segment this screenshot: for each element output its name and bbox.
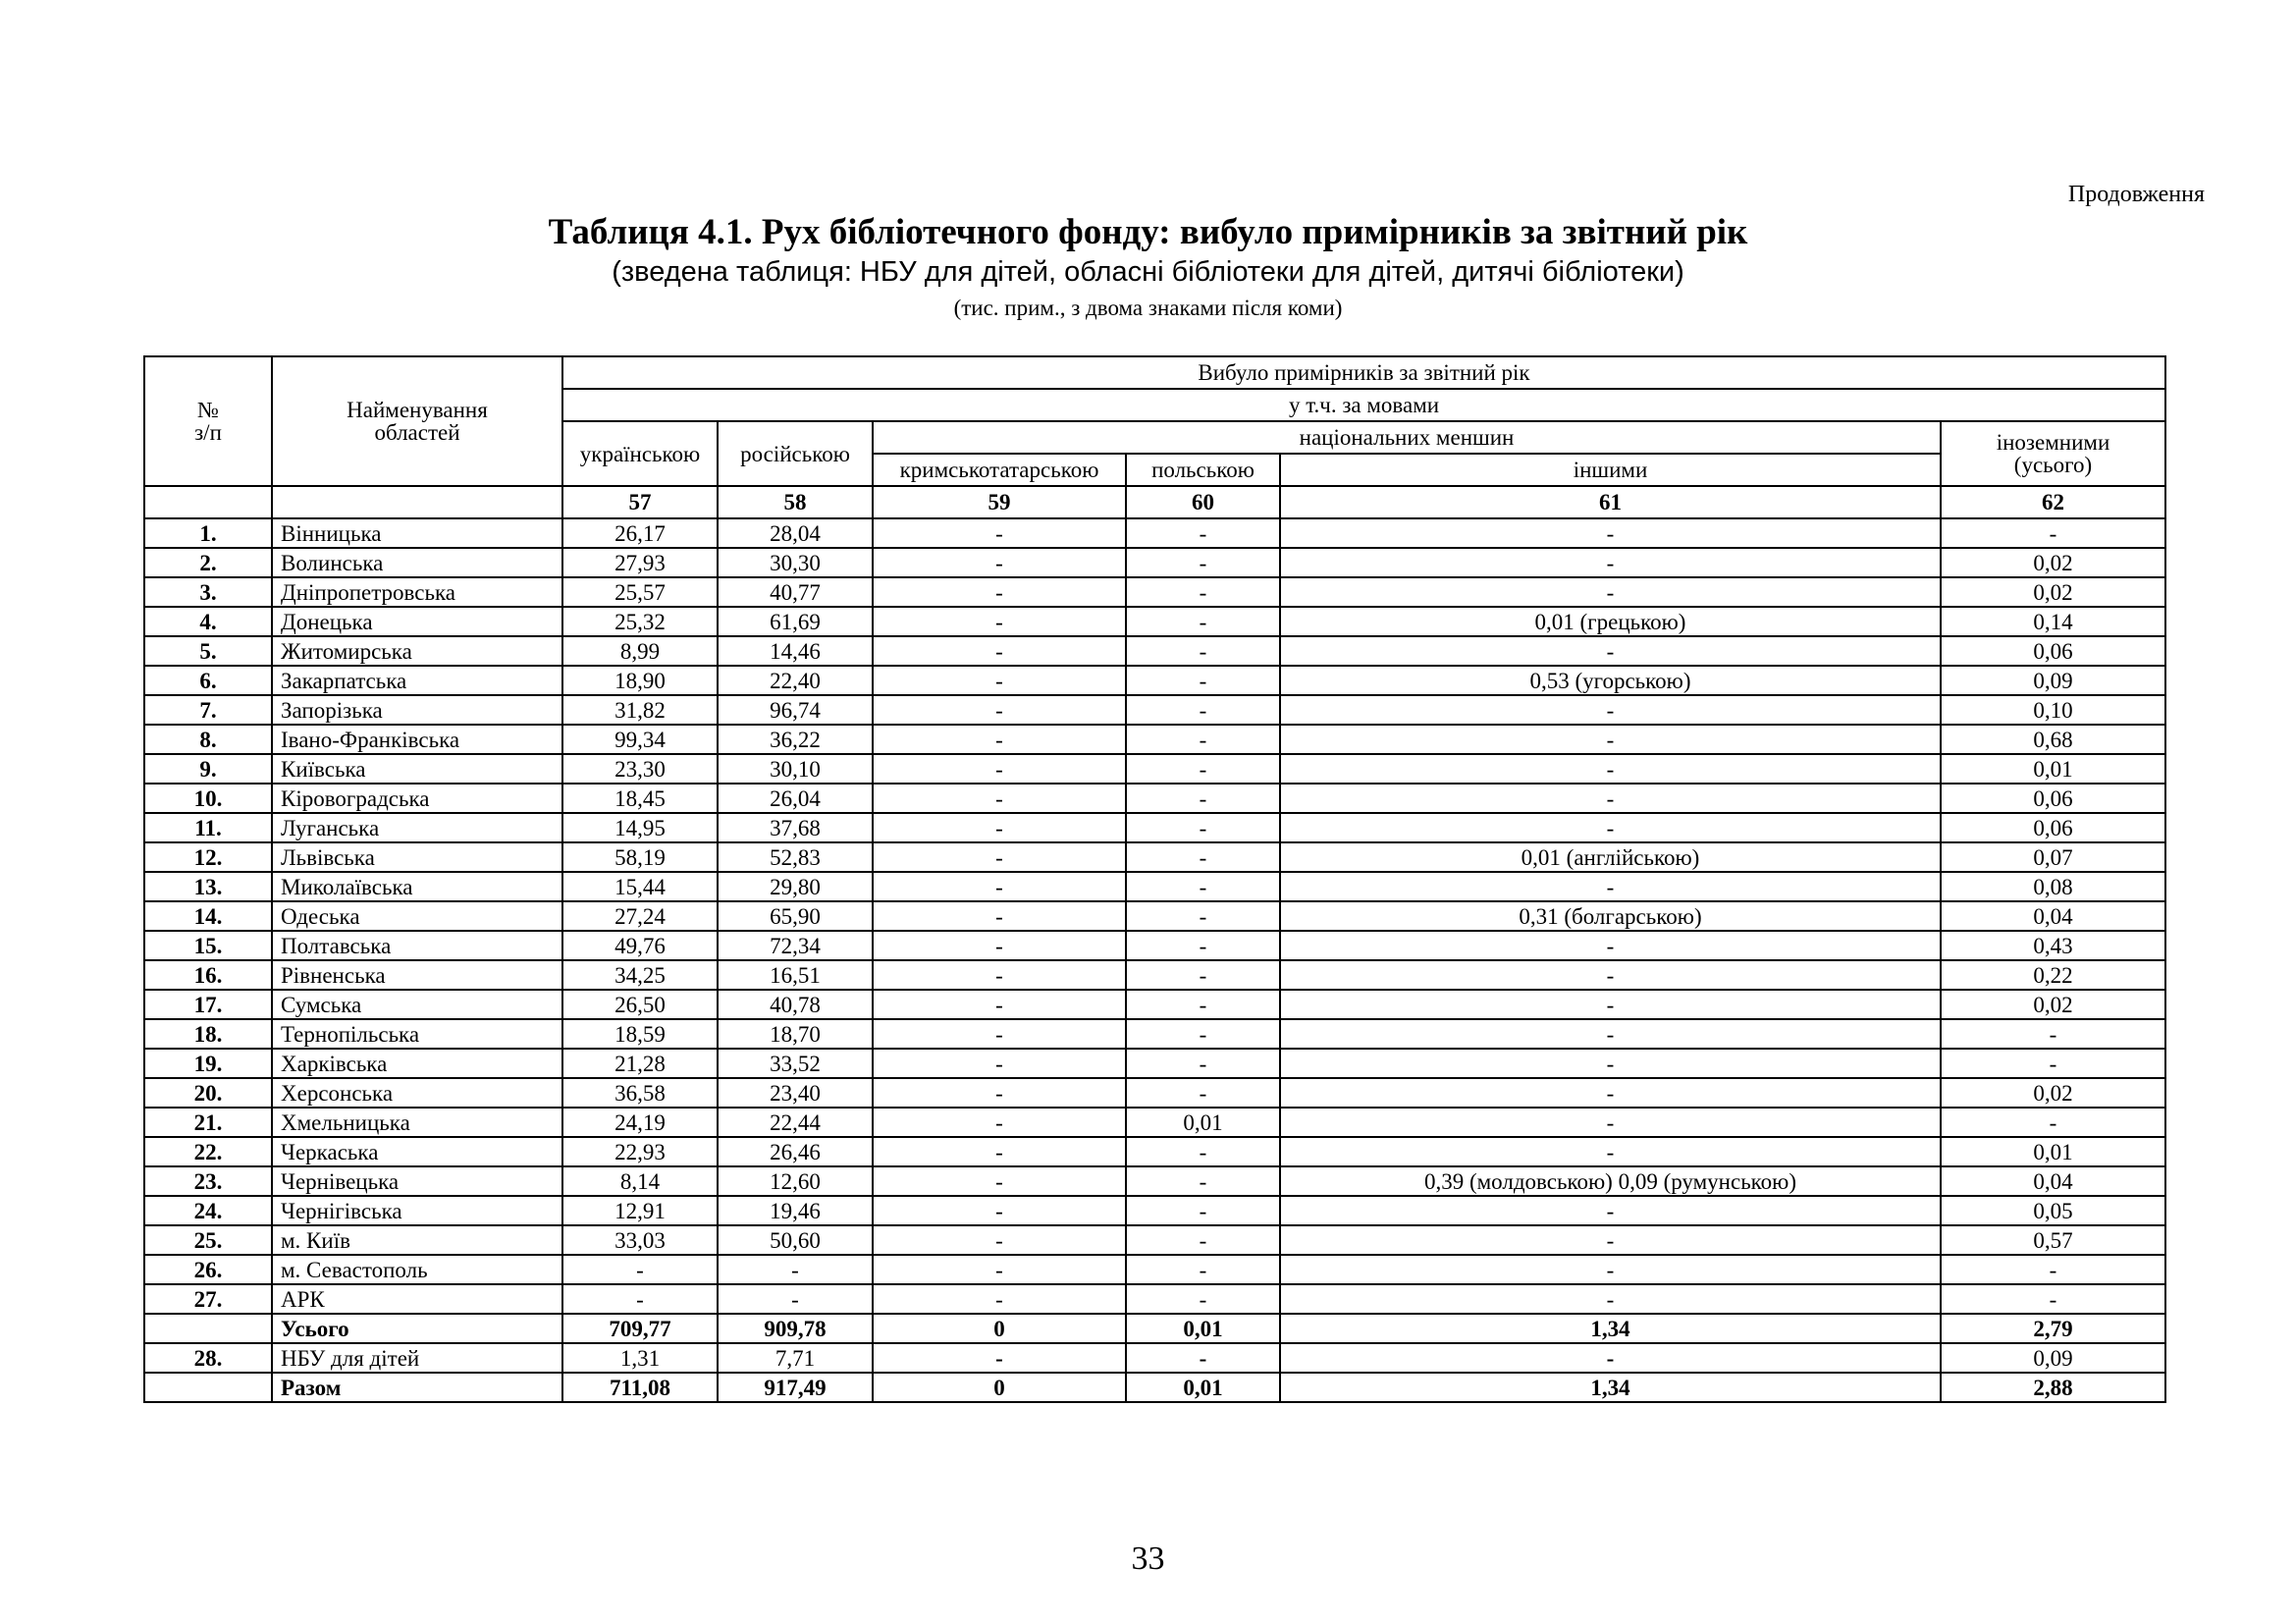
cell-region: Сумська [272, 990, 562, 1019]
header-russian: російською [718, 421, 873, 486]
cell-russian: 23,40 [718, 1078, 873, 1108]
cell-other: 0,01 (англійською) [1280, 842, 1941, 872]
cell-polish: - [1126, 548, 1280, 577]
cell-polish: - [1126, 1019, 1280, 1049]
cell-region: АРК [272, 1284, 562, 1314]
cell-crimean-tatar: - [873, 813, 1126, 842]
cell-ukrainian: 27,24 [562, 901, 718, 931]
cell-num: 1. [144, 518, 272, 548]
cell-ukrainian: 14,95 [562, 813, 718, 842]
cell-crimean-tatar: - [873, 695, 1126, 725]
cell-num: 2. [144, 548, 272, 577]
table-row [144, 1196, 2165, 1225]
cell-region: м. Севастополь [272, 1255, 562, 1284]
cell-ukrainian: 21,28 [562, 1049, 718, 1078]
cell-ukrainian: 36,58 [562, 1078, 718, 1108]
cell-num: 23. [144, 1166, 272, 1196]
cell-other: - [1280, 1343, 1941, 1373]
cell-russian: 30,30 [718, 548, 873, 577]
cell-foreign: 0,09 [1941, 666, 2165, 695]
cell-other: 0,01 (грецькою) [1280, 607, 1941, 636]
cell-crimean-tatar: - [873, 607, 1126, 636]
cell-num: 24. [144, 1196, 272, 1225]
cell-region: Вінницька [272, 518, 562, 548]
cell-foreign: 2,88 [1941, 1373, 2165, 1402]
cell-region: Кіровоградська [272, 784, 562, 813]
cell-num [144, 1314, 272, 1343]
cell-russian: 61,69 [718, 607, 873, 636]
cell-crimean-tatar: - [873, 754, 1126, 784]
cell-crimean-tatar: - [873, 666, 1126, 695]
cell-polish: - [1126, 636, 1280, 666]
cell-crimean-tatar: - [873, 842, 1126, 872]
cell-region: Львівська [272, 842, 562, 872]
cell-region: Донецька [272, 607, 562, 636]
cell-crimean-tatar: - [873, 577, 1126, 607]
cell-other: 1,34 [1280, 1314, 1941, 1343]
cell-foreign: 0,01 [1941, 754, 2165, 784]
cell-region: Полтавська [272, 931, 562, 960]
cell-polish: - [1126, 1049, 1280, 1078]
header-polish: польською [1126, 454, 1280, 486]
header-crimean-tatar: кримськотатарською [873, 454, 1126, 486]
cell-polish: - [1126, 872, 1280, 901]
cell-polish: - [1126, 813, 1280, 842]
cell-num: 15. [144, 931, 272, 960]
header-foreign: іноземними (усього) [1941, 421, 2165, 486]
cell-crimean-tatar: - [873, 1049, 1126, 1078]
total-row [144, 1373, 2165, 1402]
colnum-empty [144, 486, 272, 518]
cell-other: - [1280, 1049, 1941, 1078]
cell-num: 27. [144, 1284, 272, 1314]
table-row [144, 1225, 2165, 1255]
cell-other: - [1280, 548, 1941, 577]
table-row [144, 636, 2165, 666]
cell-crimean-tatar: - [873, 1343, 1126, 1373]
cell-polish: - [1126, 1078, 1280, 1108]
colnum-empty [272, 486, 562, 518]
cell-region: Херсонська [272, 1078, 562, 1108]
cell-region: Разом [272, 1373, 562, 1402]
cell-region: Усього [272, 1314, 562, 1343]
withdrawn-copies-table [143, 355, 2166, 1403]
cell-polish: - [1126, 695, 1280, 725]
cell-foreign: 0,43 [1941, 931, 2165, 960]
cell-crimean-tatar: - [873, 1137, 1126, 1166]
cell-polish: - [1126, 1284, 1280, 1314]
cell-other: - [1280, 1255, 1941, 1284]
cell-polish: 0,01 [1126, 1108, 1280, 1137]
cell-ukrainian: 25,32 [562, 607, 718, 636]
cell-ukrainian: 709,77 [562, 1314, 718, 1343]
cell-region: Миколаївська [272, 872, 562, 901]
cell-russian: 19,46 [718, 1196, 873, 1225]
cell-russian: - [718, 1284, 873, 1314]
cell-region: Житомирська [272, 636, 562, 666]
cell-ukrainian: - [562, 1255, 718, 1284]
cell-polish: - [1126, 754, 1280, 784]
cell-num: 16. [144, 960, 272, 990]
cell-region: Дніпропетровська [272, 577, 562, 607]
cell-foreign: 0,02 [1941, 548, 2165, 577]
cell-foreign: 0,09 [1941, 1343, 2165, 1373]
cell-ukrainian: 711,08 [562, 1373, 718, 1402]
cell-polish: - [1126, 607, 1280, 636]
table-row [144, 1108, 2165, 1137]
cell-ukrainian: 18,45 [562, 784, 718, 813]
cell-other: - [1280, 1108, 1941, 1137]
cell-region: м. Київ [272, 1225, 562, 1255]
cell-ukrainian: 8,14 [562, 1166, 718, 1196]
cell-region: Запорізька [272, 695, 562, 725]
table-row [144, 725, 2165, 754]
cell-polish: - [1126, 725, 1280, 754]
cell-foreign: 0,68 [1941, 725, 2165, 754]
cell-other: - [1280, 813, 1941, 842]
cell-crimean-tatar: - [873, 784, 1126, 813]
cell-ukrainian: 99,34 [562, 725, 718, 754]
cell-ukrainian: 23,30 [562, 754, 718, 784]
table-row [144, 960, 2165, 990]
table-row [144, 1049, 2165, 1078]
table-row [144, 666, 2165, 695]
cell-foreign: 0,07 [1941, 842, 2165, 872]
cell-crimean-tatar: - [873, 1108, 1126, 1137]
cell-other: - [1280, 931, 1941, 960]
cell-russian: 12,60 [718, 1166, 873, 1196]
cell-polish: - [1126, 1166, 1280, 1196]
colnum-59: 59 [873, 486, 1126, 518]
table-row [144, 1137, 2165, 1166]
page-number: 33 [1131, 1541, 1165, 1577]
cell-foreign: - [1941, 1019, 2165, 1049]
cell-other: - [1280, 1137, 1941, 1166]
cell-region: Луганська [272, 813, 562, 842]
units-note: (тис. прим., з двома знаками після коми) [953, 296, 1343, 320]
cell-num: 9. [144, 754, 272, 784]
cell-ukrainian: 15,44 [562, 872, 718, 901]
table-row [144, 784, 2165, 813]
table-row [144, 901, 2165, 931]
cell-crimean-tatar: - [873, 518, 1126, 548]
cell-region: Харківська [272, 1049, 562, 1078]
cell-foreign: - [1941, 518, 2165, 548]
cell-num: 19. [144, 1049, 272, 1078]
cell-russian: 30,10 [718, 754, 873, 784]
cell-russian: 65,90 [718, 901, 873, 931]
cell-foreign: 0,57 [1941, 1225, 2165, 1255]
cell-region: Чернігівська [272, 1196, 562, 1225]
cell-crimean-tatar: - [873, 931, 1126, 960]
cell-russian: 33,52 [718, 1049, 873, 1078]
header-region-name: Найменування областей [272, 356, 562, 486]
cell-foreign: - [1941, 1255, 2165, 1284]
table-row [144, 1019, 2165, 1049]
cell-foreign: 0,02 [1941, 577, 2165, 607]
cell-region: Одеська [272, 901, 562, 931]
cell-num: 4. [144, 607, 272, 636]
cell-foreign: 0,06 [1941, 784, 2165, 813]
cell-russian: 37,68 [718, 813, 873, 842]
cell-polish: - [1126, 666, 1280, 695]
cell-polish: - [1126, 1137, 1280, 1166]
table-row [144, 577, 2165, 607]
cell-ukrainian: 12,91 [562, 1196, 718, 1225]
cell-foreign: 0,05 [1941, 1196, 2165, 1225]
cell-crimean-tatar: - [873, 636, 1126, 666]
cell-foreign: 0,06 [1941, 813, 2165, 842]
cell-other: - [1280, 518, 1941, 548]
colnum-60: 60 [1126, 486, 1280, 518]
header-withdrawn: Вибуло примірників за звітний рік [562, 356, 2165, 389]
cell-foreign: 0,04 [1941, 1166, 2165, 1196]
cell-polish: - [1126, 960, 1280, 990]
cell-other: - [1280, 577, 1941, 607]
cell-russian: 18,70 [718, 1019, 873, 1049]
cell-foreign: - [1941, 1284, 2165, 1314]
cell-foreign: 2,79 [1941, 1314, 2165, 1343]
cell-num: 7. [144, 695, 272, 725]
cell-num: 10. [144, 784, 272, 813]
colnum-58: 58 [718, 486, 873, 518]
colnum-57: 57 [562, 486, 718, 518]
column-number-row [144, 486, 2165, 518]
cell-ukrainian: 22,93 [562, 1137, 718, 1166]
cell-ukrainian: - [562, 1284, 718, 1314]
cell-num: 26. [144, 1255, 272, 1284]
cell-russian: 29,80 [718, 872, 873, 901]
header-by-language: у т.ч. за мовами [562, 389, 2165, 421]
cell-russian: 96,74 [718, 695, 873, 725]
table-row [144, 548, 2165, 577]
cell-num: 6. [144, 666, 272, 695]
cell-polish: - [1126, 518, 1280, 548]
cell-other: - [1280, 960, 1941, 990]
table-row [144, 695, 2165, 725]
cell-russian: 909,78 [718, 1314, 873, 1343]
cell-crimean-tatar: 0 [873, 1373, 1126, 1402]
cell-other: - [1280, 1196, 1941, 1225]
cell-russian: 14,46 [718, 636, 873, 666]
table-row [144, 518, 2165, 548]
cell-polish: - [1126, 1255, 1280, 1284]
cell-polish: 0,01 [1126, 1314, 1280, 1343]
cell-region: Івано-Франківська [272, 725, 562, 754]
cell-num: 14. [144, 901, 272, 931]
cell-crimean-tatar: - [873, 1255, 1126, 1284]
cell-polish: - [1126, 1196, 1280, 1225]
header-ukrainian: українською [562, 421, 718, 486]
cell-ukrainian: 49,76 [562, 931, 718, 960]
cell-foreign: 0,22 [1941, 960, 2165, 990]
cell-russian: 72,34 [718, 931, 873, 960]
cell-ukrainian: 33,03 [562, 1225, 718, 1255]
table-row [144, 1255, 2165, 1284]
table-row [144, 990, 2165, 1019]
cell-ukrainian: 34,25 [562, 960, 718, 990]
cell-crimean-tatar: - [873, 1225, 1126, 1255]
cell-russian: 50,60 [718, 1225, 873, 1255]
cell-num: 11. [144, 813, 272, 842]
cell-crimean-tatar: 0 [873, 1314, 1126, 1343]
cell-crimean-tatar: - [873, 901, 1126, 931]
cell-russian: 16,51 [718, 960, 873, 990]
cell-polish: - [1126, 901, 1280, 931]
cell-crimean-tatar: - [873, 725, 1126, 754]
cell-russian: - [718, 1255, 873, 1284]
cell-num: 22. [144, 1137, 272, 1166]
cell-foreign: - [1941, 1108, 2165, 1137]
cell-foreign: - [1941, 1049, 2165, 1078]
cell-russian: 26,46 [718, 1137, 873, 1166]
cell-other: - [1280, 872, 1941, 901]
cell-other: 0,31 (болгарською) [1280, 901, 1941, 931]
cell-other: - [1280, 725, 1941, 754]
cell-other: 0,53 (угорською) [1280, 666, 1941, 695]
cell-russian: 22,40 [718, 666, 873, 695]
colnum-62: 62 [1941, 486, 2165, 518]
cell-region: Чернівецька [272, 1166, 562, 1196]
table-title: Таблиця 4.1. Рух бібліотечного фонду: вибуло примірників за звітний рік [548, 212, 1748, 252]
cell-num [144, 1373, 272, 1402]
cell-num: 8. [144, 725, 272, 754]
cell-region: Черкаська [272, 1137, 562, 1166]
header-minorities: національних меншин [873, 421, 1941, 454]
cell-other: - [1280, 784, 1941, 813]
cell-num: 17. [144, 990, 272, 1019]
cell-ukrainian: 27,93 [562, 548, 718, 577]
cell-ukrainian: 24,19 [562, 1108, 718, 1137]
nbu-row [144, 1343, 2165, 1373]
cell-crimean-tatar: - [873, 1078, 1126, 1108]
cell-foreign: 0,06 [1941, 636, 2165, 666]
cell-num: 20. [144, 1078, 272, 1108]
cell-foreign: 0,01 [1941, 1137, 2165, 1166]
table-row [144, 1284, 2165, 1314]
cell-russian: 7,71 [718, 1343, 873, 1373]
cell-region: Волинська [272, 548, 562, 577]
table-row [144, 872, 2165, 901]
cell-crimean-tatar: - [873, 548, 1126, 577]
table-row [144, 931, 2165, 960]
cell-ukrainian: 26,50 [562, 990, 718, 1019]
cell-polish: - [1126, 577, 1280, 607]
cell-num: 13. [144, 872, 272, 901]
cell-polish: - [1126, 842, 1280, 872]
continued-label: Продовження [2067, 182, 2205, 207]
table-body [144, 518, 2165, 1402]
cell-region: Хмельницька [272, 1108, 562, 1137]
cell-region: Рівненська [272, 960, 562, 990]
cell-crimean-tatar: - [873, 1019, 1126, 1049]
cell-polish: 0,01 [1126, 1373, 1280, 1402]
cell-num: 28. [144, 1343, 272, 1373]
cell-num: 5. [144, 636, 272, 666]
cell-russian: 26,04 [718, 784, 873, 813]
cell-polish: - [1126, 931, 1280, 960]
cell-polish: - [1126, 990, 1280, 1019]
table-row [144, 754, 2165, 784]
cell-ukrainian: 8,99 [562, 636, 718, 666]
cell-ukrainian: 18,59 [562, 1019, 718, 1049]
cell-foreign: 0,08 [1941, 872, 2165, 901]
cell-foreign: 0,10 [1941, 695, 2165, 725]
subtotal-row [144, 1314, 2165, 1343]
cell-polish: - [1126, 1343, 1280, 1373]
cell-russian: 917,49 [718, 1373, 873, 1402]
cell-crimean-tatar: - [873, 990, 1126, 1019]
cell-other: - [1280, 1225, 1941, 1255]
cell-ukrainian: 1,31 [562, 1343, 718, 1373]
cell-num: 18. [144, 1019, 272, 1049]
cell-crimean-tatar: - [873, 1196, 1126, 1225]
cell-other: 1,34 [1280, 1373, 1941, 1402]
cell-other: - [1280, 636, 1941, 666]
cell-russian: 22,44 [718, 1108, 873, 1137]
cell-crimean-tatar: - [873, 1284, 1126, 1314]
cell-polish: - [1126, 784, 1280, 813]
table-row [144, 1166, 2165, 1196]
cell-ukrainian: 31,82 [562, 695, 718, 725]
cell-ukrainian: 26,17 [562, 518, 718, 548]
cell-other: - [1280, 1078, 1941, 1108]
cell-region: НБУ для дітей [272, 1343, 562, 1373]
cell-other: - [1280, 754, 1941, 784]
cell-ukrainian: 25,57 [562, 577, 718, 607]
table-row [144, 607, 2165, 636]
cell-russian: 52,83 [718, 842, 873, 872]
cell-region: Тернопільська [272, 1019, 562, 1049]
cell-other: - [1280, 1284, 1941, 1314]
cell-foreign: 0,02 [1941, 1078, 2165, 1108]
cell-ukrainian: 18,90 [562, 666, 718, 695]
cell-other: - [1280, 1019, 1941, 1049]
cell-foreign: 0,02 [1941, 990, 2165, 1019]
cell-polish: - [1126, 1225, 1280, 1255]
cell-crimean-tatar: - [873, 1166, 1126, 1196]
cell-crimean-tatar: - [873, 872, 1126, 901]
cell-other: - [1280, 990, 1941, 1019]
header-other: іншими [1280, 454, 1941, 486]
cell-foreign: 0,04 [1941, 901, 2165, 931]
cell-num: 25. [144, 1225, 272, 1255]
table-subtitle: (зведена таблиця: НБУ для дітей, обласні бібліотеки для дітей, дитячі бібліотеки) [612, 256, 1684, 288]
header-num: № з/п [144, 356, 272, 486]
table-row [144, 842, 2165, 872]
cell-num: 3. [144, 577, 272, 607]
cell-russian: 28,04 [718, 518, 873, 548]
cell-num: 21. [144, 1108, 272, 1137]
cell-num: 12. [144, 842, 272, 872]
cell-foreign: 0,14 [1941, 607, 2165, 636]
cell-other: 0,39 (молдовською) 0,09 (румунською) [1280, 1166, 1941, 1196]
cell-other: - [1280, 695, 1941, 725]
table-row [144, 1078, 2165, 1108]
cell-region: Закарпатська [272, 666, 562, 695]
cell-ukrainian: 58,19 [562, 842, 718, 872]
table-row [144, 813, 2165, 842]
colnum-61: 61 [1280, 486, 1941, 518]
cell-russian: 40,78 [718, 990, 873, 1019]
cell-russian: 40,77 [718, 577, 873, 607]
cell-region: Київська [272, 754, 562, 784]
cell-crimean-tatar: - [873, 960, 1126, 990]
cell-russian: 36,22 [718, 725, 873, 754]
